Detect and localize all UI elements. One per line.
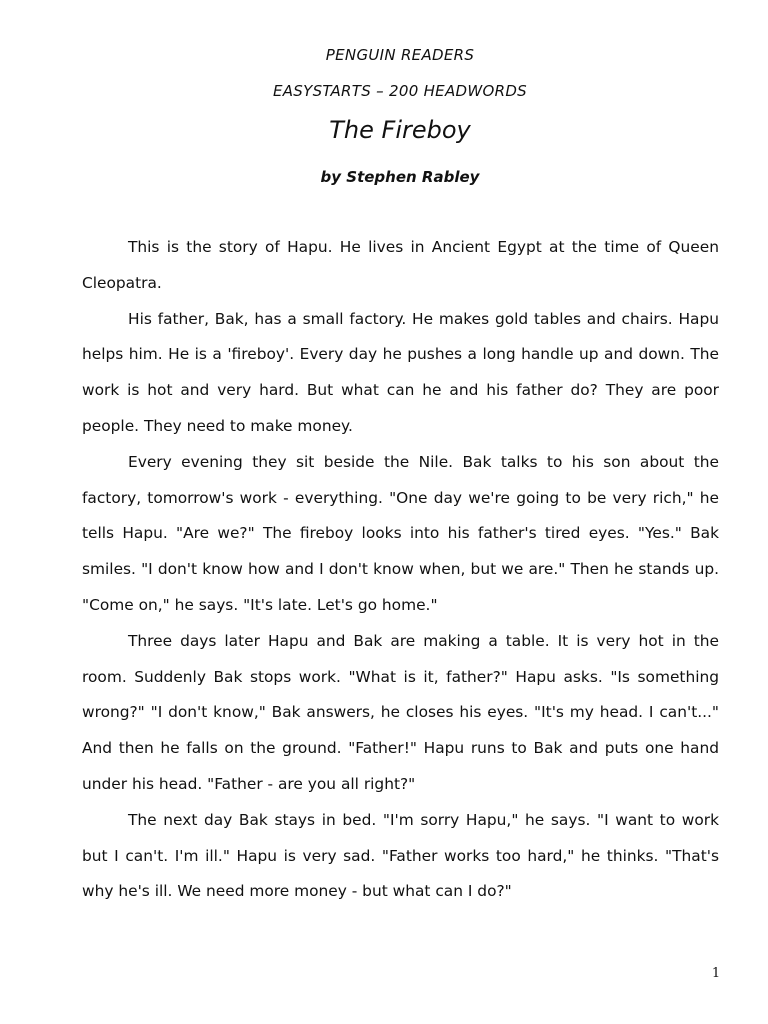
book-title: The Fireboy: [329, 116, 471, 144]
paragraph-2: His father, Bak, has a small factory. He makes gold tables and chairs. Hapu helps him. He is a 'fireboy'. Every day he pushes a long handle up and down. The work is hot and very hard. But what can he and his father do? They are poor people. They need to make money.: [82, 309, 719, 435]
paragraph-1: This is the story of Hapu. He lives in Ancient Egypt at the time of Queen Cleopatra.: [82, 238, 719, 292]
story-body: [82, 230, 719, 910]
author-byline: by Stephen Rabley: [320, 168, 480, 186]
page-number: 1: [711, 966, 721, 981]
paragraph-3: Every evening they sit beside the Nile. Bak talks to his son about the factory, tomorrow's work - everything. "One day we're going to be very rich," he tells Hapu. "Are we?" The fireboy looks into his father's tired eyes. "Yes." Bak smiles. "I don't know how and I don't know when, but we are." Then he stands up. "Come on," he says. "It's late. Let's go home.": [82, 452, 719, 614]
paragraph-5: The next day Bak stays in bed. "I'm sorry Hapu," he says. "I want to work but I can't. I'm ill." Hapu is very sad. "Father works too hard," he thinks. "That's why he's ill. We need more money - but what can I do?": [82, 810, 719, 901]
series-heading: PENGUIN READERS: [325, 46, 475, 64]
level-heading: EASYSTARTS – 200 HEADWORDS: [272, 82, 528, 100]
paragraph-4: Three days later Hapu and Bak are making a table. It is very hot in the room. Suddenly Bak stops work. "What is it, father?" Hapu asks. "Is something wrong?" "I don't know," Bak answers, he closes his eyes. "It's my head. I can't..." And then he falls on the ground. "Father!" Hapu runs to Bak and puts one hand under his head. "Father - are you all right?": [82, 631, 719, 793]
